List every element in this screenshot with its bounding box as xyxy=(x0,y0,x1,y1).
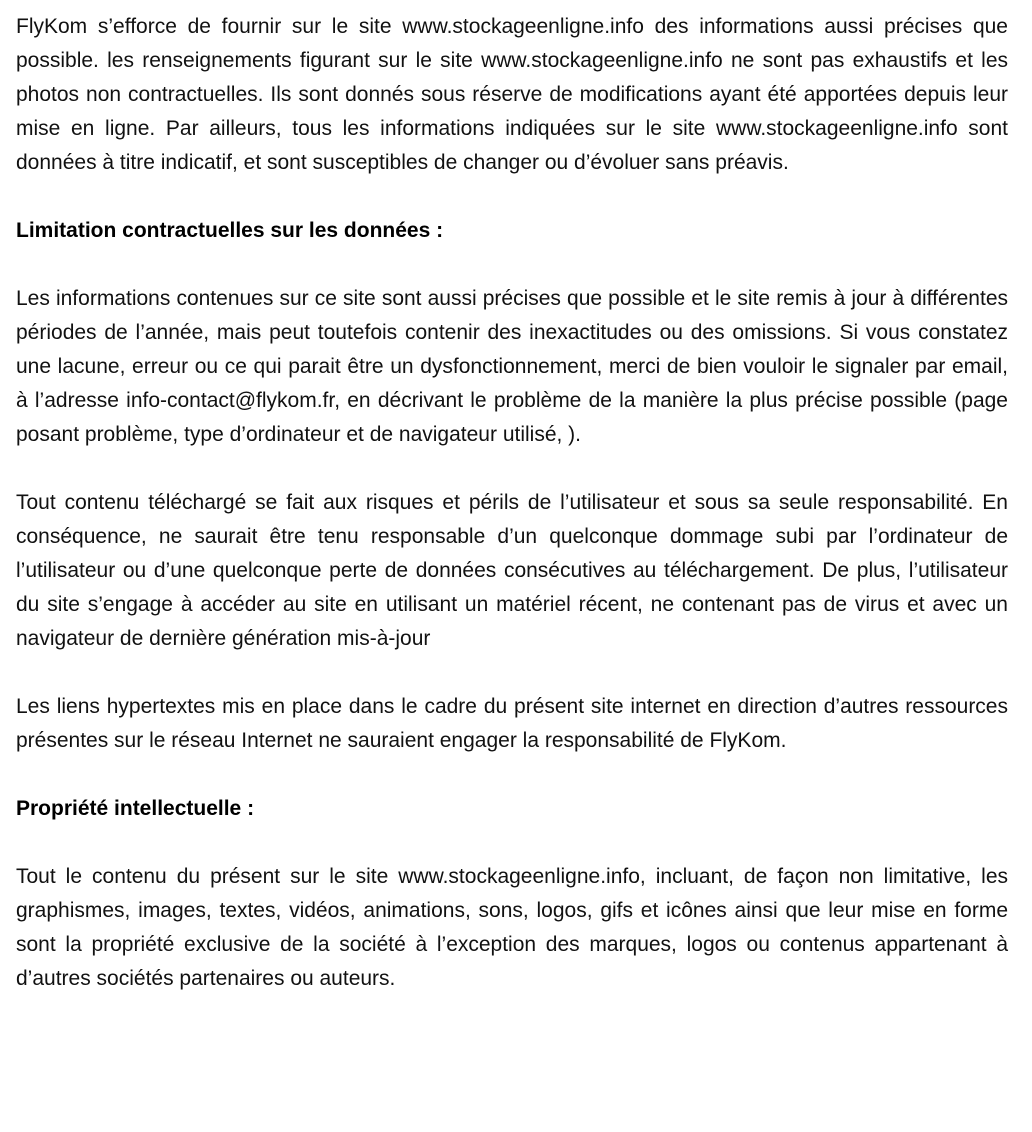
paragraph-intellectual-property: Tout le contenu du présent sur le site www.stockageenligne.info, incluant, de façon non limitative, les graphismes, images, textes, vidéos, animations, sons, logos, gifs et icônes ainsi que leur mise en forme sont la propriété exclusive de la société à l’exception des marques, logos ou contenus appartenant à d’autres sociétés partenaires ou auteurs. xyxy=(16,865,1008,990)
paragraph-download-risk: Tout contenu téléchargé se fait aux risques et périls de l’utilisateur et sous sa seule responsabilité. En conséquence, ne saurait être tenu responsable d’un quelconque dommage subi par l’ordinateur de l’utilisateur ou d’une quelconque perte de données consécutives au téléchargement. De plus, l’utilisateur du site s’engage à accéder au site en utilisant un matériel récent, ne contenant pas de virus et avec un navigateur de dernière génération mis-à-jour xyxy=(16,491,1008,650)
paragraph-site-information: FlyKom s’efforce de fournir sur le site www.stockageenligne.info des informations aussi précises que possible. les renseignements figurant sur le site www.stockageenligne.info ne sont pas exhaustifs et les photos non contractuelles. Ils sont donnés sous réserve de modifications ayant été apportées depuis leur mise en ligne. Par ailleurs, tous les informations indiquées sur le site www.stockageenligne.info sont données à titre indicatif, et sont susceptibles de changer ou d’évoluer sans préavis. xyxy=(16,15,1008,174)
heading-propriete-intellectuelle: Propriété intellectuelle : xyxy=(16,797,255,820)
paragraph-data-accuracy: Les informations contenues sur ce site sont aussi précises que possible et le site remis à jour à différentes périodes de l’année, mais peut toutefois contenir des inexactitudes ou des omissions. Si vous constatez une lacune, erreur ou ce qui parait être un dysfonctionnement, merci de bien vouloir le signaler par email, à l’adresse info-contact@flykom.fr, en décrivant le problème de la manière la plus précise possible (page posant problème, type d’ordinateur et de navigateur utilisé, ). xyxy=(16,287,1008,446)
heading-limitation-contractuelles: Limitation contractuelles sur les données : xyxy=(16,219,444,242)
paragraph-hyperlinks: Les liens hypertextes mis en place dans le cadre du présent site internet en direction d’autres ressources présentes sur le réseau Internet ne sauraient engager la responsabilité de FlyKom. xyxy=(16,695,1008,752)
